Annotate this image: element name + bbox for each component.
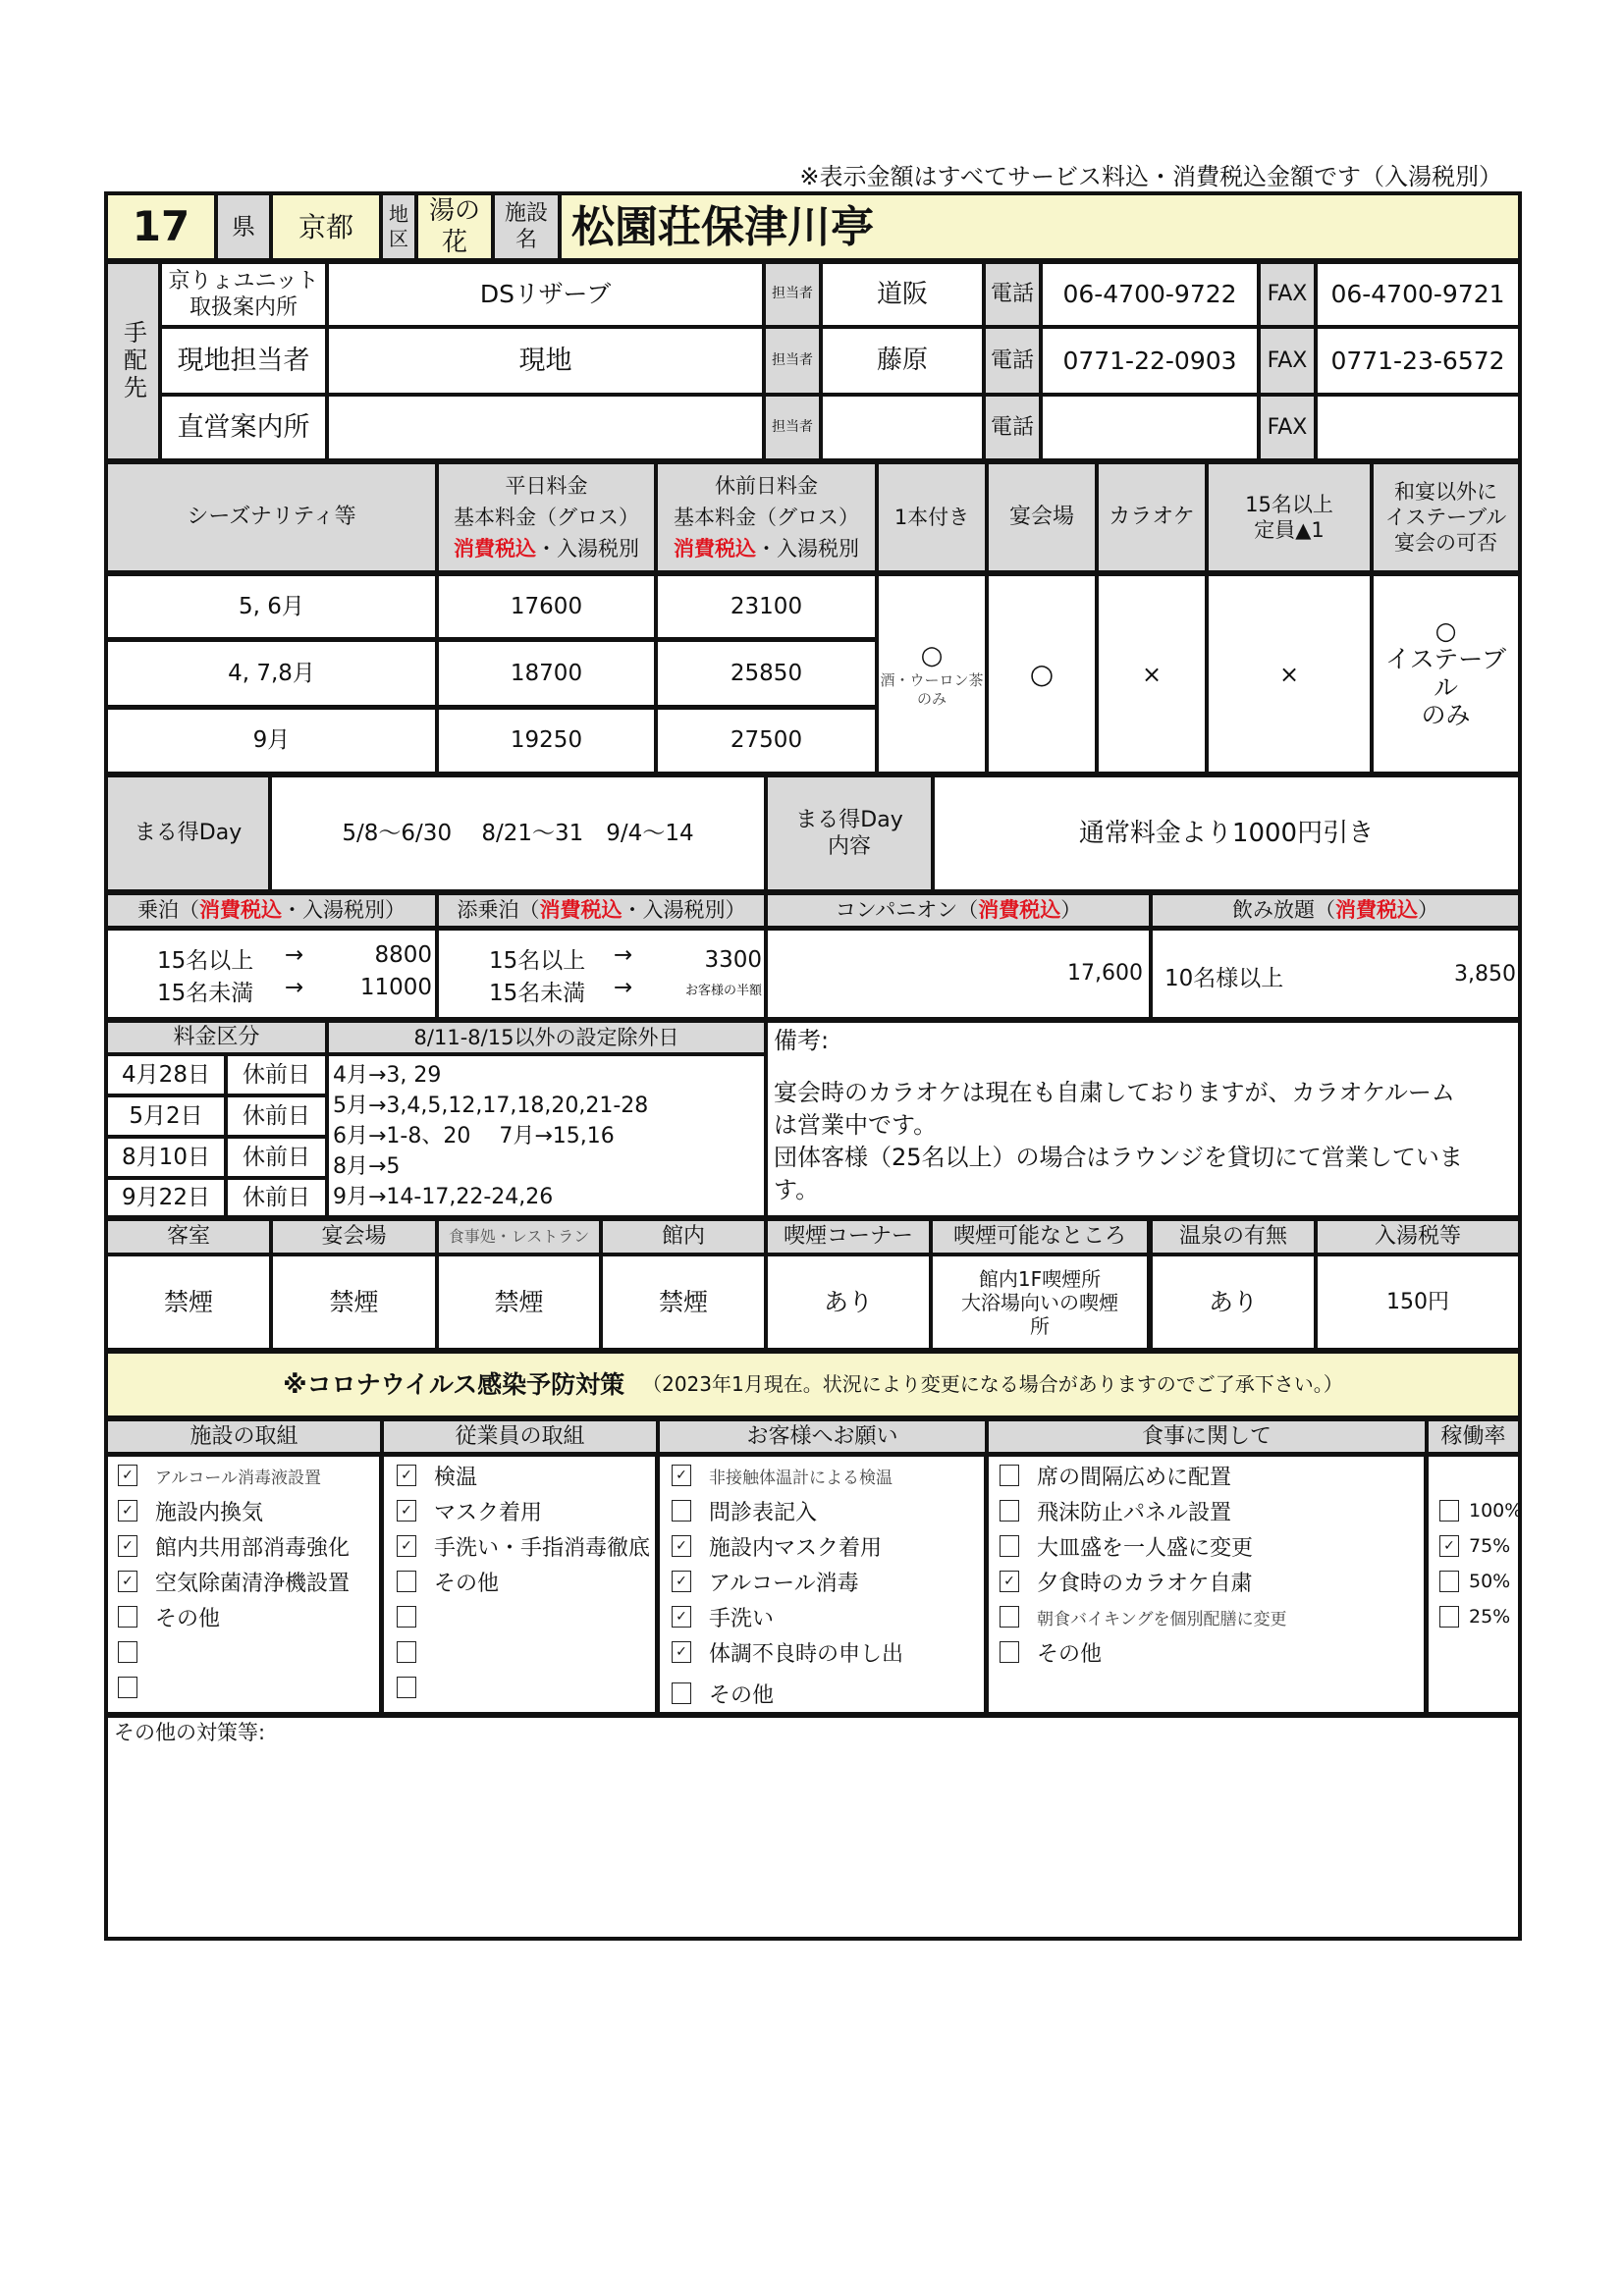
checkbox-unchecked[interactable] — [397, 1571, 416, 1592]
fax-label-2: FAX — [1259, 327, 1316, 395]
holiday-title: 休前日料金 — [715, 473, 818, 498]
checkbox-unchecked[interactable] — [1000, 1500, 1019, 1522]
exclusion-line-2: 5月→3,4,5,12,17,18,20,21-28 — [333, 1094, 649, 1118]
measure-item — [397, 1459, 477, 1492]
remarks-cell — [766, 1021, 1522, 1219]
nomihoudai-title: 飲み放題 — [1232, 898, 1315, 923]
measure-item — [118, 1600, 220, 1633]
smoking-place-2: 大浴場向いの喫煙 — [961, 1290, 1118, 1314]
season-row-1: 5, 6月 — [104, 574, 437, 640]
smoking-restaurant: 禁煙 — [437, 1255, 601, 1352]
smoking-place-3: 所 — [1030, 1313, 1050, 1338]
paren-open: （ — [179, 898, 199, 923]
checkbox-checked[interactable]: ✓ — [118, 1571, 137, 1592]
jyouhaku-title: 乗泊 — [137, 898, 179, 923]
season-row-3: 9月 — [104, 708, 437, 775]
measure-item — [672, 1600, 774, 1633]
measure-label: その他 — [709, 1682, 775, 1708]
measure-label: 問診表記入 — [709, 1500, 818, 1525]
checkbox-unchecked[interactable] — [118, 1677, 137, 1698]
paren-open: （ — [518, 898, 540, 923]
marutoku-dates: 5/8～6/30 8/21～31 9/4～14 — [270, 775, 766, 893]
holiday-tax-rest: ・入湯税別 — [756, 537, 859, 561]
rate-date-2: 5月2日 — [104, 1095, 226, 1137]
pref-label: 県 — [216, 191, 271, 262]
measure-label: 手洗い — [709, 1606, 775, 1631]
contact-tel-3 — [1041, 395, 1259, 462]
exclusion-line-1: 4月→3, 29 — [333, 1063, 442, 1088]
table-note-1: イステーブ — [1384, 644, 1506, 673]
holiday-tax-red: 消費税込 — [674, 537, 756, 561]
checkbox-unchecked[interactable] — [397, 1677, 416, 1698]
jyouhaku-tax-rest: ・入湯税別 — [282, 898, 385, 923]
occupancy-label: 100% — [1469, 1500, 1523, 1522]
measure-item — [118, 1459, 321, 1492]
nomihoudai-label: 10名様以上 — [1164, 966, 1284, 991]
soejyouhaku-tax-rest: ・入湯税別 — [622, 898, 726, 923]
measure-label: その他 — [434, 1571, 500, 1596]
sheet-number: 17 — [104, 191, 216, 262]
measure-label: その他 — [155, 1606, 221, 1631]
karaoke-mark: × — [1097, 574, 1207, 775]
paren-open: （ — [1315, 898, 1335, 923]
checkbox-checked[interactable]: ✓ — [118, 1535, 137, 1557]
weekday-price-2: 18700 — [437, 640, 656, 708]
measure-label: 施設内換気 — [155, 1500, 264, 1525]
jyouhaku-arrow-2: → — [285, 975, 304, 1000]
checkbox-checked[interactable]: ✓ — [672, 1571, 691, 1592]
checkbox-checked[interactable]: ✓ — [672, 1535, 691, 1557]
checkbox-checked[interactable]: ✓ — [1439, 1535, 1459, 1557]
contact-label-1-line1: 京りょユニット — [168, 268, 319, 294]
holiday-price-2: 25850 — [656, 640, 877, 708]
measure-label: 空気除菌清浄機設置 — [155, 1571, 351, 1596]
checkbox-checked[interactable]: ✓ — [397, 1535, 416, 1557]
table-line2: イステーブル — [1384, 505, 1507, 529]
marutoku-content: 通常料金より1000円引き — [933, 775, 1522, 893]
measure-item — [1000, 1600, 1287, 1633]
marutoku-content-label-1: まる得Day — [795, 807, 903, 832]
jyouhaku-tax-red: 消費税込 — [199, 898, 282, 923]
soejyouhaku-value-2: お客様の半額 — [684, 984, 762, 998]
rate-type-2: 休前日 — [226, 1095, 327, 1137]
contact-fax-3 — [1316, 395, 1522, 462]
soejyouhaku-label-1: 15名以上 — [489, 948, 586, 974]
onsen-value: あり — [1151, 1255, 1316, 1352]
karaoke-header: カラオケ — [1097, 462, 1207, 574]
tax-note: ※表示金額はすべてサービス料込・消費税込金額です（入湯税別） — [799, 163, 1502, 190]
checkbox-unchecked[interactable] — [118, 1641, 137, 1663]
jyouhaku-value-2: 11000 — [359, 975, 432, 1000]
weekday-price-1: 17600 — [437, 574, 656, 640]
measure-item — [1000, 1635, 1102, 1669]
rate-class-header: 料金区分 — [104, 1021, 327, 1054]
remarks-line-2: は営業中です。 — [774, 1111, 938, 1139]
table-mark: ○ — [1435, 616, 1457, 645]
companion-value: 17,600 — [766, 929, 1151, 1021]
contact-label-1-line2: 取扱案内所 — [189, 295, 298, 320]
smoking-place — [931, 1255, 1151, 1352]
table-note-2: ル — [1433, 672, 1458, 702]
checkbox-unchecked[interactable] — [1439, 1571, 1459, 1592]
checkbox-checked[interactable]: ✓ — [118, 1465, 137, 1486]
nomihoudai-value: 3,850 — [1454, 962, 1516, 987]
occupancy-option — [1439, 1565, 1510, 1598]
season-header: シーズナリティ等 — [104, 462, 437, 574]
measures-header-facility: 施設の取組 — [104, 1419, 382, 1455]
measure-item — [672, 1459, 893, 1492]
soejyouhaku-arrow-2: → — [614, 975, 633, 1000]
rate-date-4: 9月22日 — [104, 1178, 226, 1219]
person-label-1: 担当者 — [764, 262, 821, 327]
checkbox-unchecked[interactable] — [1439, 1500, 1459, 1522]
measure-label: 非接触体温計による検温 — [709, 1468, 893, 1488]
measure-label: アルコール消毒 — [709, 1571, 859, 1596]
measure-item — [672, 1529, 882, 1563]
smoking-banquet: 禁煙 — [271, 1255, 437, 1352]
nomihoudai-tax-red: 消費税込 — [1335, 898, 1418, 923]
measure-label: 夕食時のカラオケ自粛 — [1037, 1571, 1253, 1596]
soejyouhaku-arrow-1: → — [614, 942, 633, 968]
smoking-header-place: 喫煙可能なところ — [931, 1219, 1151, 1255]
exclusion-line-3: 6月→1-8、20 7月→15,16 — [333, 1124, 615, 1148]
pref-value: 京都 — [271, 191, 381, 262]
checkbox-checked[interactable]: ✓ — [397, 1500, 416, 1522]
smoking-room: 禁煙 — [104, 1255, 271, 1352]
checkbox-unchecked[interactable] — [1000, 1535, 1019, 1557]
banquet-mark: ○ — [987, 574, 1097, 775]
arrangement-label — [104, 262, 160, 462]
measure-item — [397, 1635, 434, 1669]
paren-close: ） — [1060, 898, 1082, 923]
contact-tel-1: 06-4700-9722 — [1041, 262, 1259, 327]
measure-label: アルコール消毒液設置 — [155, 1468, 321, 1488]
paren-close: ） — [385, 898, 406, 923]
paren-close: ） — [1418, 898, 1438, 923]
measures-header-guest: お客様へお願い — [658, 1419, 987, 1455]
jyouhaku-arrow-1: → — [285, 942, 304, 968]
capacity-header — [1207, 462, 1372, 574]
contact-person-1: 道阪 — [821, 262, 984, 327]
arrangement-label-text: 手配先 — [119, 320, 147, 402]
capacity-line2: 定員▲1 — [1254, 518, 1325, 542]
paren-close: ） — [725, 898, 746, 923]
smoking-header-inside: 館内 — [601, 1219, 766, 1255]
facility-label: 施設名 — [493, 191, 560, 262]
contact-fax-1: 06-4700-9721 — [1316, 262, 1522, 327]
checkbox-unchecked[interactable] — [1000, 1465, 1019, 1486]
smoking-header-restaurant: 食事処・レストラン — [437, 1219, 601, 1255]
measure-label: 飛沫防止パネル設置 — [1037, 1500, 1232, 1525]
remarks-line-3: 団体客様（25名以上）の場合はラウンジを貸切にて営業していま — [774, 1144, 1463, 1171]
holiday-price-1: 23100 — [656, 574, 877, 640]
occupancy-label: 50% — [1469, 1571, 1511, 1592]
measure-item — [1000, 1459, 1231, 1492]
contact-label-1 — [160, 262, 327, 327]
fax-label-3: FAX — [1259, 395, 1316, 462]
checkbox-unchecked[interactable] — [1000, 1606, 1019, 1628]
table-header — [1372, 462, 1522, 574]
area-value: 湯の花 — [416, 191, 493, 262]
smoking-header-onsen: 温泉の有無 — [1151, 1219, 1316, 1255]
checkbox-unchecked[interactable] — [397, 1641, 416, 1663]
checkbox-unchecked[interactable] — [672, 1500, 691, 1522]
table-note-3: のみ — [1421, 701, 1471, 730]
tel-label-3: 電話 — [984, 395, 1041, 462]
weekday-tax-red: 消費税込 — [454, 537, 536, 561]
measure-label: 朝食バイキングを個別配膳に変更 — [1037, 1609, 1287, 1629]
measure-label: 体調不良時の申し出 — [709, 1641, 904, 1667]
measure-label: 施設内マスク着用 — [709, 1535, 883, 1561]
paren-open: （ — [957, 898, 979, 923]
measure-item — [397, 1529, 650, 1563]
smoking-header-tax: 入湯税等 — [1316, 1219, 1522, 1255]
measure-item — [397, 1494, 542, 1527]
jyouhaku-label-2: 15名未満 — [157, 981, 254, 1006]
holiday-price-3: 27500 — [656, 708, 877, 775]
drink-header: 1本付き — [877, 462, 987, 574]
contact-tel-2: 0771-22-0903 — [1041, 327, 1259, 395]
soejyouhaku-header — [437, 893, 766, 929]
checkbox-checked[interactable]: ✓ — [118, 1500, 137, 1522]
occupancy-label: 75% — [1469, 1535, 1511, 1557]
measure-item — [118, 1529, 350, 1563]
occupancy-option — [1439, 1529, 1510, 1563]
smoking-header-room: 客室 — [104, 1219, 271, 1255]
checkbox-unchecked[interactable] — [1439, 1606, 1459, 1628]
companion-tax-red: 消費税込 — [978, 898, 1061, 923]
rate-type-3: 休前日 — [226, 1137, 327, 1178]
checkbox-checked[interactable]: ✓ — [1000, 1571, 1019, 1592]
measures-header-occupancy: 稼働率 — [1427, 1419, 1522, 1455]
companion-title: コンパニオン — [835, 898, 958, 923]
jyouhaku-label-1: 15名以上 — [157, 948, 254, 974]
table-line3: 宴会の可否 — [1394, 531, 1497, 556]
other-measures — [104, 1716, 1522, 1941]
weekday-tax-rest: ・入湯税別 — [536, 537, 639, 561]
holiday-basic: 基本料金（グロス） — [674, 505, 859, 529]
contact-label-3: 直営案内所 — [160, 395, 327, 462]
capacity-mark: × — [1207, 574, 1372, 775]
occupancy-label: 25% — [1469, 1606, 1511, 1628]
contact-office-1: DSリザーブ — [327, 262, 764, 327]
rate-type-1: 休前日 — [226, 1054, 327, 1095]
measure-label: 検温 — [434, 1465, 478, 1490]
remarks-label: 備考: — [774, 1027, 830, 1054]
person-label-3: 担当者 — [764, 395, 821, 462]
measure-item — [118, 1565, 350, 1598]
capacity-line1: 15名以上 — [1245, 492, 1333, 516]
weekday-title: 平日料金 — [505, 473, 588, 498]
measure-label: 館内共用部消毒強化 — [155, 1535, 351, 1561]
measure-item — [118, 1671, 155, 1704]
measure-item — [672, 1635, 903, 1669]
tel-label-1: 電話 — [984, 262, 1041, 327]
remarks-line-1: 宴会時のカラオケは現在も自粛しておりますが、カラオケルーム — [774, 1079, 1455, 1106]
weekday-header — [437, 462, 656, 574]
occupancy-option — [1439, 1600, 1510, 1633]
measure-item — [672, 1565, 859, 1598]
contact-office-2: 現地 — [327, 327, 764, 395]
nomihoudai-header — [1151, 893, 1522, 929]
drink-mark: ○ — [920, 640, 944, 670]
soejyouhaku-label-2: 15名未満 — [489, 981, 586, 1006]
table-line1: 和宴以外に — [1394, 479, 1497, 504]
corona-banner — [104, 1352, 1522, 1419]
drink-note-1: 酒・ウーロン茶 — [880, 671, 984, 689]
fax-label-1: FAX — [1259, 262, 1316, 327]
measure-item — [1000, 1494, 1231, 1527]
measure-item — [397, 1565, 499, 1598]
exclusion-cell — [327, 1054, 766, 1219]
measure-item — [397, 1600, 434, 1633]
occupancy-option — [1439, 1494, 1522, 1527]
measures-header-staff: 従業員の取組 — [382, 1419, 658, 1455]
marutoku-content-label — [766, 775, 933, 893]
weekday-price-3: 19250 — [437, 708, 656, 775]
measure-item — [118, 1494, 263, 1527]
other-measures-label: その他の対策等: — [114, 1721, 266, 1744]
marutoku-content-label-2: 内容 — [827, 834, 871, 859]
smoking-inside: 禁煙 — [601, 1255, 766, 1352]
checkbox-unchecked[interactable] — [397, 1606, 416, 1628]
corona-note: （2023年1月現在。状況により変更になる場合がありますのでご了承下さい。） — [642, 1372, 1343, 1396]
checkbox-unchecked[interactable] — [672, 1682, 691, 1704]
facility-name: 松園荘保津川亭 — [560, 191, 1522, 262]
measure-item — [1000, 1529, 1253, 1563]
checkbox-unchecked[interactable] — [1000, 1641, 1019, 1663]
person-label-2: 担当者 — [764, 327, 821, 395]
measure-item — [672, 1494, 817, 1527]
measure-label: 大皿盛を一人盛に変更 — [1037, 1535, 1254, 1561]
tel-label-2: 電話 — [984, 327, 1041, 395]
checkbox-checked[interactable]: ✓ — [672, 1465, 691, 1486]
contact-person-3 — [821, 395, 984, 462]
corona-title: ※コロナウイルス感染予防対策 — [283, 1369, 625, 1399]
drink-cell — [877, 574, 987, 775]
contact-person-2: 藤原 — [821, 327, 984, 395]
checkbox-checked[interactable]: ✓ — [672, 1641, 691, 1663]
checkbox-checked[interactable]: ✓ — [672, 1606, 691, 1628]
smoking-place-1: 館内1F喫煙所 — [978, 1266, 1102, 1291]
smoking-corner: あり — [766, 1255, 931, 1352]
contact-fax-2: 0771-23-6572 — [1316, 327, 1522, 395]
measure-item — [672, 1677, 774, 1710]
checkbox-unchecked[interactable] — [118, 1606, 137, 1628]
soejyouhaku-title: 添乗泊 — [457, 898, 519, 923]
companion-header — [766, 893, 1151, 929]
contact-office-3 — [327, 395, 764, 462]
measure-label: 席の間隔広めに配置 — [1037, 1465, 1232, 1490]
bath-tax-value: 150円 — [1316, 1255, 1522, 1352]
measure-item — [118, 1635, 155, 1669]
exclusion-line-5: 9月→14-17,22-24,26 — [333, 1185, 554, 1209]
soejyouhaku-cell — [437, 929, 766, 1021]
area-label: 地区 — [381, 191, 416, 262]
weekday-basic: 基本料金（グロス） — [454, 505, 639, 529]
season-row-2: 4, 7,8月 — [104, 640, 437, 708]
smoking-header-banquet: 宴会場 — [271, 1219, 437, 1255]
measure-item — [1000, 1565, 1253, 1598]
exclusion-line-4: 8月→5 — [333, 1154, 401, 1179]
contact-label-2: 現地担当者 — [160, 327, 327, 395]
smoking-header-corner: 喫煙コーナー — [766, 1219, 931, 1255]
soejyouhaku-tax-red: 消費税込 — [539, 898, 623, 923]
marutoku-label: まる得Day — [104, 775, 270, 893]
drink-note-2: のみ — [916, 689, 947, 708]
soejyouhaku-value-1: 3300 — [704, 947, 762, 973]
checkbox-checked[interactable]: ✓ — [397, 1465, 416, 1486]
measure-label: 手洗い・手指消毒徹底 — [434, 1535, 651, 1561]
remarks-line-4: す。 — [774, 1176, 820, 1203]
exclusion-header: 8/11-8/15以外の設定除外日 — [327, 1021, 766, 1054]
measures-header-meal: 食事に関して — [987, 1419, 1427, 1455]
holiday-header — [656, 462, 877, 574]
measure-label: マスク着用 — [434, 1500, 543, 1525]
rate-date-3: 8月10日 — [104, 1137, 226, 1178]
measure-label: その他 — [1037, 1641, 1103, 1667]
banquet-header: 宴会場 — [987, 462, 1097, 574]
jyouhaku-header — [104, 893, 437, 929]
rate-date-1: 4月28日 — [104, 1054, 226, 1095]
measure-item — [397, 1671, 434, 1704]
jyouhaku-value-1: 8800 — [374, 942, 432, 968]
rate-type-4: 休前日 — [226, 1178, 327, 1219]
table-cell — [1372, 574, 1522, 775]
